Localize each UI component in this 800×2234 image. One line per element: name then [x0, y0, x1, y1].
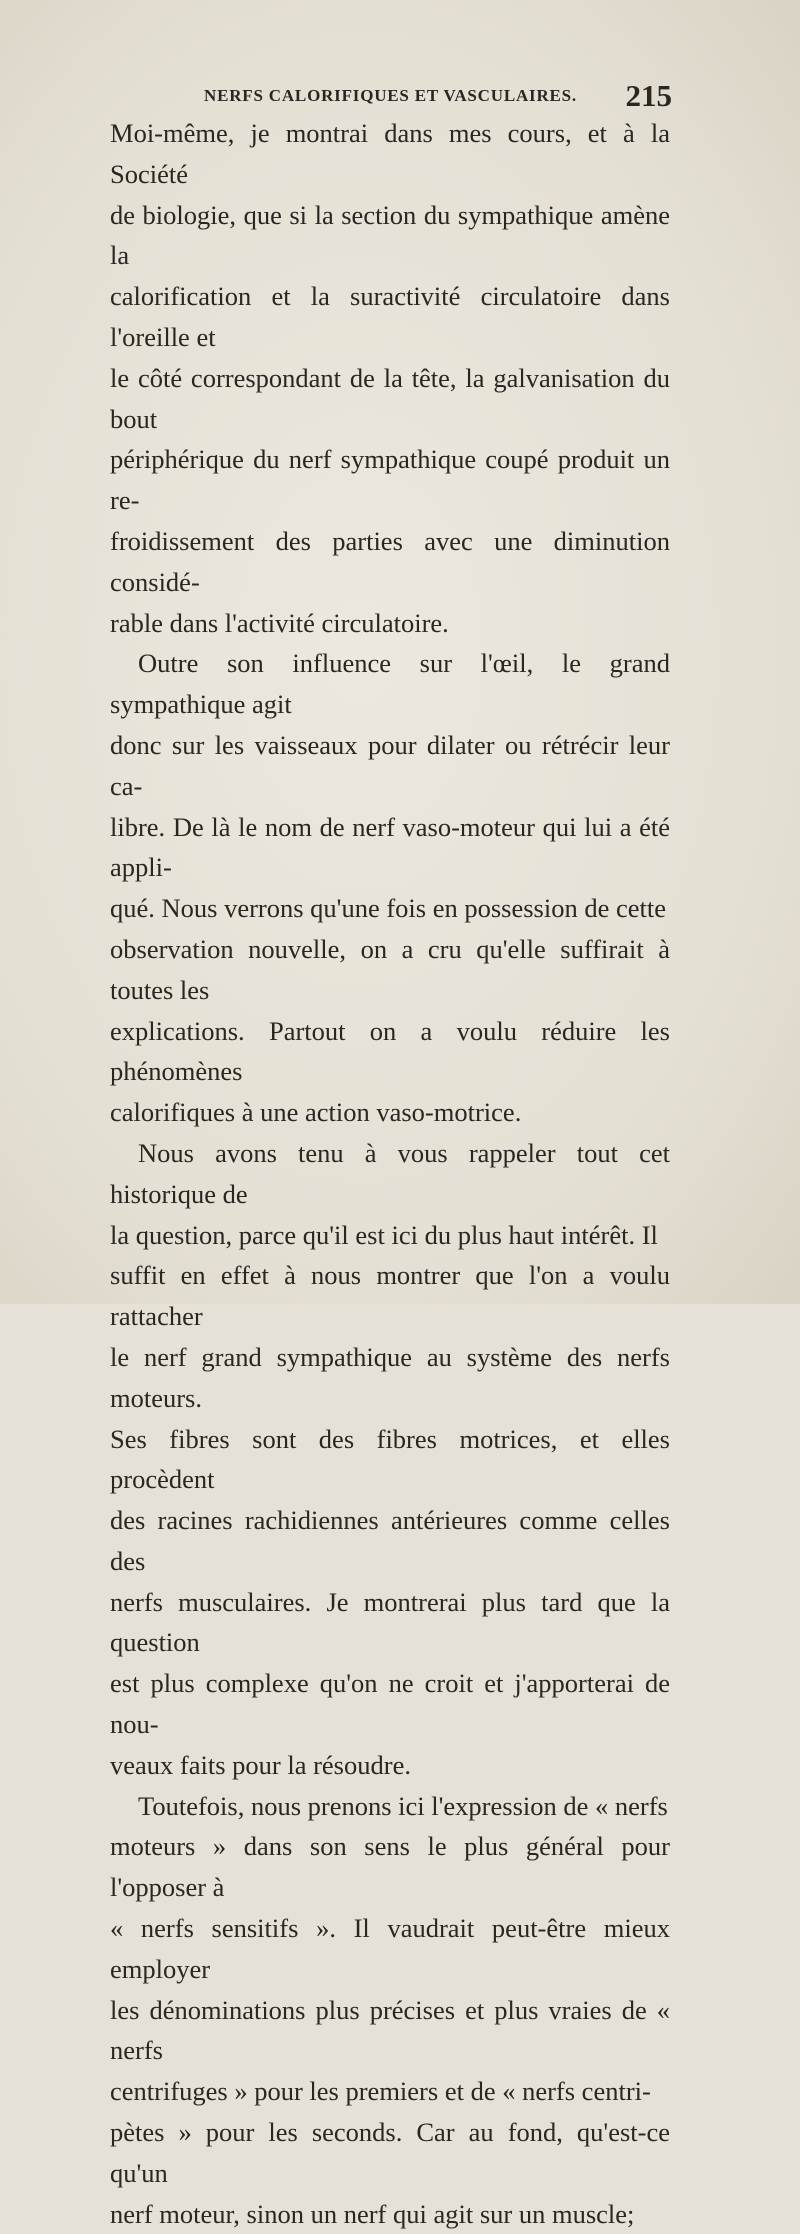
paragraph [110, 113, 670, 643]
text-line: périphérique du nerf sympathique coupé produit un re- [110, 444, 670, 516]
text-line: « nerfs sensitifs ». Il vaudrait peut-être mieux employer [110, 1913, 670, 1984]
text-line: libre. De là le nom de nerf vaso-moteur qui lui a été appli- [110, 811, 670, 883]
text-line: des racines rachidiennes antérieures comme celles des [110, 1505, 670, 1576]
page-number: 215 [625, 78, 672, 113]
text-line: Outre son influence sur l'œil, le grand sympathique agit [110, 648, 670, 720]
text-line: les dénominations plus précises et plus vraies de « nerfs [110, 1994, 670, 2066]
paragraph [110, 1786, 670, 2234]
text-line: observation nouvelle, on a cru qu'elle suffirait à toutes les [110, 933, 670, 1005]
text-line: nerfs musculaires. Je montrerai plus tard que la question [110, 1586, 670, 1658]
text-line: de biologie, que si la section du sympathique amène la [110, 199, 670, 271]
text-line: moteurs » dans son sens le plus général pour l'opposer à [110, 1831, 670, 1903]
body-text [110, 113, 670, 2234]
text-line: Nous avons tenu à vous rappeler tout cet historique de [110, 1137, 670, 1209]
text-line: Moi-même, je montrai dans mes cours, et à la Société [110, 118, 670, 189]
text-line: explications. Partout on a voulu réduire les phénomènes [110, 1015, 670, 1087]
text-line: rable dans l'activité circulatoire. [110, 607, 449, 638]
text-line: calorification et la suractivité circulatoire dans l'oreille et [110, 281, 670, 352]
text-line: Toutefois, nous prenons ici l'expression de « nerfs [138, 1790, 668, 1821]
text-line: nerf moteur, sinon un nerf qui agit sur un muscle; [110, 2198, 635, 2229]
text-line: est plus complexe qu'on ne croit et j'apporterai de nou- [110, 1668, 670, 1740]
text-line: calorifiques à une action vaso-motrice. [110, 1097, 522, 1128]
text-line: le côté correspondant de la tête, la galvanisation du bout [110, 362, 670, 434]
text-line: centrifuges » pour les premiers et de « nerfs centri- [110, 2076, 651, 2107]
text-line: suffit en effet à nous montrer que l'on a voulu rattacher [110, 1260, 670, 1332]
text-line: qué. Nous verrons qu'une fois en possession de cette [110, 893, 667, 924]
text-line: froidissement des parties avec une diminution considé- [110, 525, 670, 597]
text-line: le nerf grand sympathique au système des nerfs moteurs. [110, 1341, 670, 1413]
running-title: NERFS CALORIFIQUES ET VASCULAIRES. [204, 86, 577, 105]
running-head [204, 80, 672, 114]
paragraph [110, 1133, 670, 1786]
text-line: Ses fibres sont des fibres motrices, et elles procèdent [110, 1423, 670, 1495]
text-line: donc sur les vaisseaux pour dilater ou rétrécir leur ca- [110, 729, 670, 801]
paragraph [110, 643, 670, 1133]
text-line: pètes » pour les seconds. Car au fond, qu'est-ce qu'un [110, 2117, 670, 2188]
text-line: veaux faits pour la résoudre. [110, 1749, 411, 1780]
text-line: la question, parce qu'il est ici du plus haut intérêt. Il [110, 1219, 658, 1250]
